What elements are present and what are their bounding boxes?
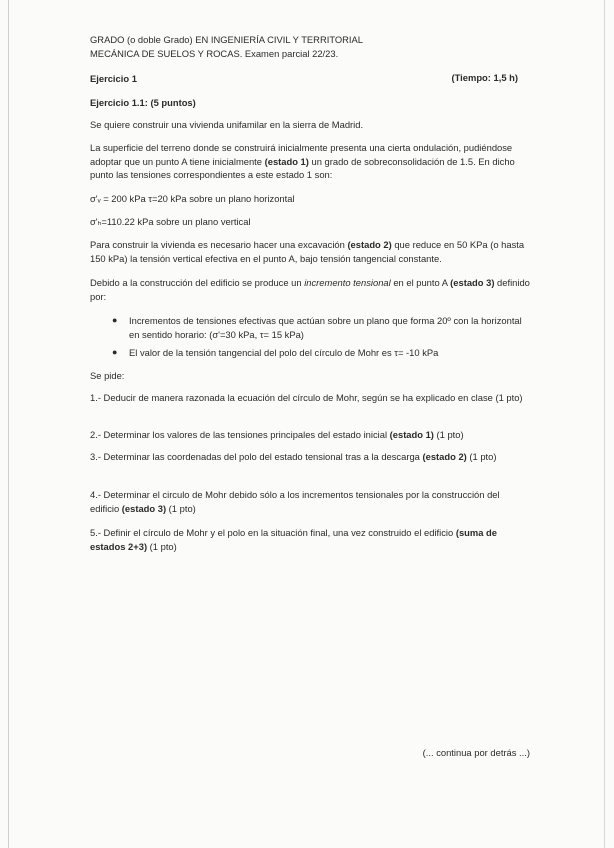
exercise-time: (Tiempo: 1,5 h) bbox=[451, 72, 518, 83]
bullet-1: Incrementos de tensiones efectivas que actúan sobre un plano que forma 20º con la horizontal en sentido horario: (σ'=30 kPa, τ= 15 kPa) bbox=[129, 315, 522, 340]
scan-right-edge bbox=[604, 0, 605, 848]
scan-left-edge bbox=[8, 0, 9, 848]
stress-horizontal: σ'ₕ=110.22 kPa sobre un plano vertical bbox=[90, 216, 251, 227]
stress-vertical: σ'ᵥ = 200 kPa τ=20 kPa sobre un plano horizontal bbox=[90, 193, 295, 204]
question-3: 3.- Determinar las coordenadas del polo del estado tensional tras a la descarga (estado 2) (1 pto) bbox=[90, 451, 497, 462]
exercise-title: Ejercicio 1 bbox=[90, 73, 137, 84]
bullet-dot-2: ● bbox=[112, 347, 118, 357]
bullet-2: El valor de la tensión tangencial del polo del círculo de Mohr es τ= -10 kPa bbox=[129, 347, 439, 358]
question-1: 1.- Deducir de manera razonada la ecuación del círculo de Mohr, según se ha explicado en clase (1 pto) bbox=[90, 392, 523, 403]
bullet-dot-1: ● bbox=[112, 315, 118, 325]
se-pide: Se pide: bbox=[90, 370, 125, 381]
question-5: 5.- Definir el círculo de Mohr y el polo en la situación final, una vez construido el edificio (suma de estados 2+3) (1 pto) bbox=[90, 527, 497, 552]
paragraph-1: Se quiere construir una vivienda unifamilar en la sierra de Madrid. bbox=[90, 119, 364, 130]
continue-note: (... continua por detrás ...) bbox=[422, 747, 530, 758]
question-2: 2.- Determinar los valores de las tensiones principales del estado inicial (estado 1) (1 pto) bbox=[90, 429, 464, 440]
paragraph-4: Debido a la construcción del edificio se produce un incremento tensional en el punto A (estado 3) definido por: bbox=[90, 277, 530, 302]
paragraph-3: Para construir la vivienda es necesario hacer una excavación (estado 2) que reduce en 50 KPa (o hasta 150 kPa) la tensión vertical efectiva en el punto A, bajo tensión tangencial constante. bbox=[90, 239, 525, 264]
header-line-1: GRADO (o doble Grado) EN INGENIERÍA CIVIL Y TERRITORIAL bbox=[90, 34, 364, 45]
exercise-subtitle: Ejercicio 1.1: (5 puntos) bbox=[90, 97, 196, 108]
paragraph-2: La superficie del terreno donde se construirá inicialmente presenta una cierta ondulación, pudiéndose adoptar que un punto A tiene inicialmente (estado 1) un grado de sobreconsolidación de 1.5. En dicho punto las tensiones correspondientes a este estado 1 son: bbox=[90, 142, 515, 181]
header-line-2: MECÁNICA DE SUELOS Y ROCAS. Examen parcial 22/23. bbox=[90, 48, 339, 59]
question-4: 4.- Determinar el circulo de Mohr debido sólo a los incrementos tensionales por la construcción del edificio (estado 3) (1 pto) bbox=[90, 489, 500, 514]
